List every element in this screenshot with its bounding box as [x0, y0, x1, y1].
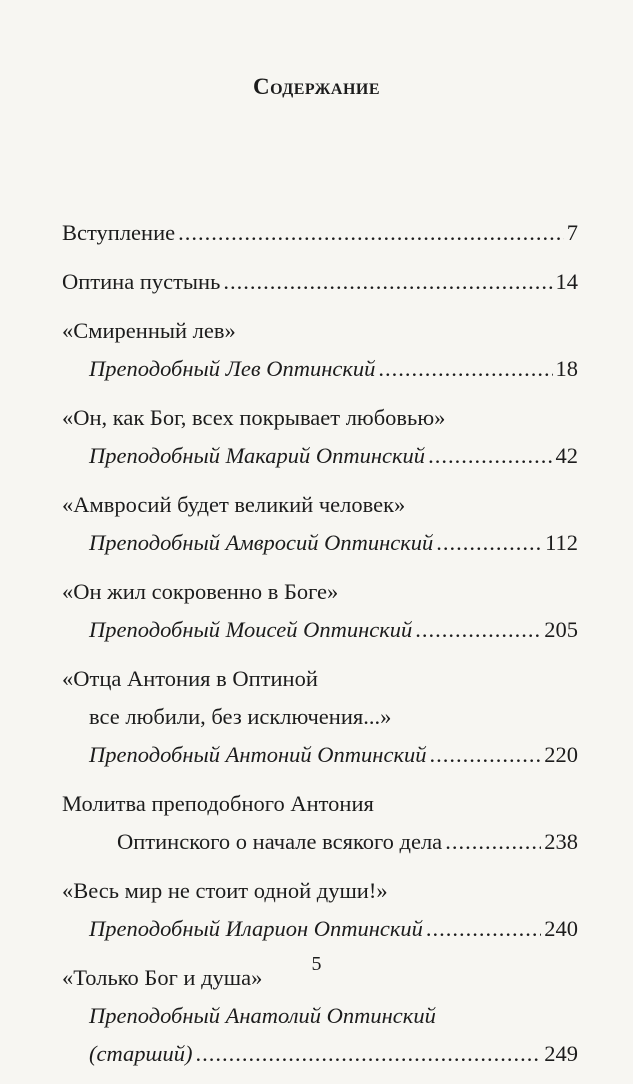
entry-subtitle-line2: (старший): [89, 1041, 193, 1066]
dot-leader: [426, 910, 541, 948]
entry-subtitle: Преподобный Моисей Оптинский: [89, 617, 413, 642]
dot-leader: [415, 611, 541, 649]
entry-page: 249: [544, 1041, 578, 1066]
entry-page: 14: [555, 269, 578, 294]
toc-entry: [62, 785, 578, 861]
entry-page: 220: [544, 742, 578, 767]
entry-page: 42: [555, 443, 578, 468]
entry-title: «Он, как Бог, всех покрывает любовью»: [62, 405, 446, 430]
dot-leader: [378, 350, 552, 388]
toc-entry: [62, 872, 578, 948]
toc-entry: [62, 263, 578, 301]
entry-page: 112: [545, 530, 578, 555]
toc-entry: [62, 486, 578, 562]
entry-subtitle: Преподобный Макарий Оптинский: [89, 443, 426, 468]
entry-subtitle: Преподобный Антоний Оптинский: [89, 742, 427, 767]
dot-leader: [428, 437, 552, 475]
dot-leader: [429, 736, 541, 774]
contents-heading: Содержание: [252, 74, 381, 99]
entry-title: Оптина пустынь: [62, 269, 221, 294]
page-number: 5: [311, 953, 322, 975]
entry-title: Вступление: [62, 220, 176, 245]
entry-title-line2: Оптинского о начале всякого дела: [117, 829, 443, 854]
dot-leader: [178, 214, 564, 252]
entry-title: «Только Бог и душа»: [62, 965, 263, 990]
entry-subtitle-line1: Преподобный Анатолий Оптинский: [89, 1003, 436, 1028]
entry-page: 238: [544, 829, 578, 854]
entry-page: 240: [544, 916, 578, 941]
dot-leader: [436, 524, 542, 562]
entry-page: 18: [555, 356, 578, 381]
entry-page: 205: [544, 617, 578, 642]
entry-title: «Весь мир не стоит одной души!»: [62, 878, 388, 903]
entry-subtitle: Преподобный Амвросий Оптинский: [89, 530, 434, 555]
entry-title: «Он жил сокровенно в Боге»: [62, 579, 339, 604]
entry-title-line1: «Отца Антония в Оптиной: [62, 666, 318, 691]
entry-title: «Амвросий будет великий человек»: [62, 492, 406, 517]
toc-entry: [62, 959, 578, 1073]
entry-subtitle: Преподобный Лев Оптинский: [89, 356, 376, 381]
entry-title-line1: Молитва преподобного Антония: [62, 791, 374, 816]
entry-title-line2: все любили, без исключения...»: [89, 704, 392, 729]
toc-entry: [62, 312, 578, 388]
toc-entry: [62, 399, 578, 475]
entry-subtitle: Преподобный Иларион Оптинский: [89, 916, 423, 941]
toc-entry: [62, 573, 578, 649]
dot-leader: [445, 823, 541, 861]
dot-leader: [223, 263, 552, 301]
entry-page: 7: [566, 220, 578, 245]
toc-entry: [62, 214, 578, 252]
toc-entry: [62, 660, 578, 774]
dot-leader: [195, 1035, 541, 1073]
entry-title: «Смиренный лев»: [62, 318, 236, 343]
